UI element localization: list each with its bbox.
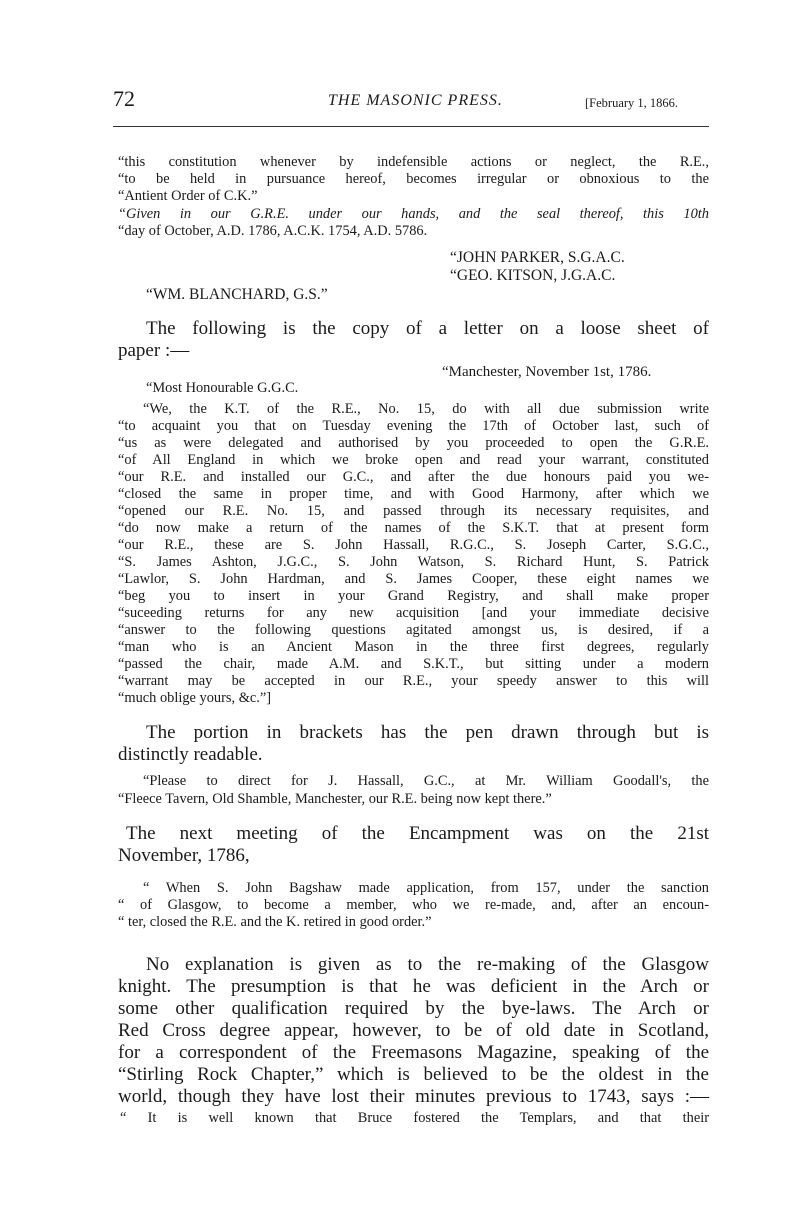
body-text-line: world, though they have lost their minutes previous to 1743, says :—: [118, 1086, 709, 1107]
body-text-line: for a correspondent of the Freemasons Magazine, speaking of the: [118, 1042, 709, 1063]
signature-line: “GEO. KITSON, J.G.A.C.: [450, 267, 616, 284]
body-text-line: knight. The presumption is that he was deficient in the Arch or: [118, 976, 709, 997]
body-text-line: “Stirling Rock Chapter,” which is believed to be the oldest in the: [118, 1064, 709, 1085]
page-number: 72: [113, 86, 135, 111]
letter-line: “closed the same in proper time, and with Good Harmony, after which we: [118, 486, 709, 502]
signature-line: “JOHN PARKER, S.G.A.C.: [450, 249, 625, 266]
signature-blanchard: “WM. BLANCHARD, G.S.”: [146, 286, 328, 303]
running-title: THE MASONIC PRESS.: [328, 92, 503, 109]
body-text-line: The following is the copy of a letter on a loose sheet of: [146, 318, 709, 339]
bagshaw-line: “ of Glasgow, to become a member, who we re-made, and, after an encoun-: [118, 897, 709, 913]
letter-line: “We, the K.T. of the R.E., No. 15, do with all due submission write: [143, 401, 709, 417]
body-text-line: No explanation is given as to the re-making of the Glasgow: [146, 954, 709, 975]
direction-line: “Fleece Tavern, Old Shamble, Manchester, our R.E. being now kept there.”: [118, 791, 552, 807]
letter-line: “Lawlor, S. John Hardman, and S. James Cooper, these eight names we: [118, 571, 709, 587]
charter-line: “this constitution whenever by indefensible actions or neglect, the R.E.,: [118, 154, 709, 170]
letter-line: “warrant may be accepted in our R.E., your speedy answer to this will: [118, 673, 709, 689]
header-rule: [113, 126, 709, 127]
letter-line: “man who is an Ancient Mason in the three first degrees, regularly: [118, 639, 709, 655]
body-text-line: some other qualification required by the bye-laws. The Arch or: [118, 998, 709, 1019]
letter-salutation: “Most Honourable G.G.C.: [146, 380, 299, 396]
letter-line: “to acquaint you that on Tuesday evening the 17th of October last, such of: [118, 418, 709, 434]
bagshaw-line: “ When S. John Bagshaw made application, from 157, under the sanction: [143, 880, 709, 896]
letter-line: “opened our R.E. No. 15, and passed through its necessary requisites, and: [118, 503, 709, 519]
charter-given-line: “day of October, A.D. 1786, A.C.K. 1754, A.D. 5786.: [118, 223, 428, 239]
body-text-line: November, 1786,: [118, 845, 250, 866]
letter-line: “us as were delegated and authorised by you proceeded to open the G.R.E.: [118, 435, 709, 451]
letter-line: “S. James Ashton, J.G.C., S. John Watson, S. Richard Hunt, S. Patrick: [118, 554, 709, 570]
body-text-line: Red Cross degree appear, however, to be of old date in Scotland,: [118, 1020, 709, 1041]
letter-line: “of All England in which we broke open and read your warrant, constituted: [118, 452, 709, 468]
bagshaw-line: “ ter, closed the R.E. and the K. retired in good order.”: [118, 914, 432, 930]
direction-line: “Please to direct for J. Hassall, G.C., at Mr. William Goodall's, the: [143, 773, 709, 789]
letter-line: “answer to the following questions agitated amongst us, is desired, if a: [118, 622, 709, 638]
body-text-line: The next meeting of the Encampment was on the 21st: [126, 823, 709, 844]
body-text-line: paper :—: [118, 340, 190, 361]
letter-line: “do now make a return of the names of the S.K.T. that at present form: [118, 520, 709, 536]
letter-line: “beg you to insert in your Grand Registry, and shall make proper: [118, 588, 709, 604]
bruce-quote-line: “ It is well known that Bruce fostered the Templars, and that their: [120, 1110, 709, 1126]
letter-dateline: “Manchester, November 1st, 1786.: [442, 364, 652, 380]
letter-line: “passed the chair, made A.M. and S.K.T., but sitting under a modern: [118, 656, 709, 672]
page-header: [113, 86, 713, 116]
letter-line: “much oblige yours, &c.”]: [118, 690, 272, 706]
charter-given-line: “Given in our G.R.E. under our hands, and the seal thereof, this 10th: [118, 206, 709, 222]
charter-line: “to be held in pursuance hereof, becomes irregular or obnoxious to the: [118, 171, 709, 187]
letter-line: “suceeding returns for any new acquisition [and your immediate decisive: [118, 605, 709, 621]
body-text-line: The portion in brackets has the pen drawn through but is: [146, 722, 709, 743]
body-text-line: distinctly readable.: [118, 744, 263, 765]
issue-date: [February 1, 1866.: [585, 96, 679, 110]
letter-line: “our R.E. and installed our G.C., and after the due honours paid you we-: [118, 469, 709, 485]
letter-line: “our R.E., these are S. John Hassall, R.G.C., S. Joseph Carter, S.G.C.,: [118, 537, 709, 553]
charter-line: “Antient Order of C.K.”: [118, 188, 258, 204]
